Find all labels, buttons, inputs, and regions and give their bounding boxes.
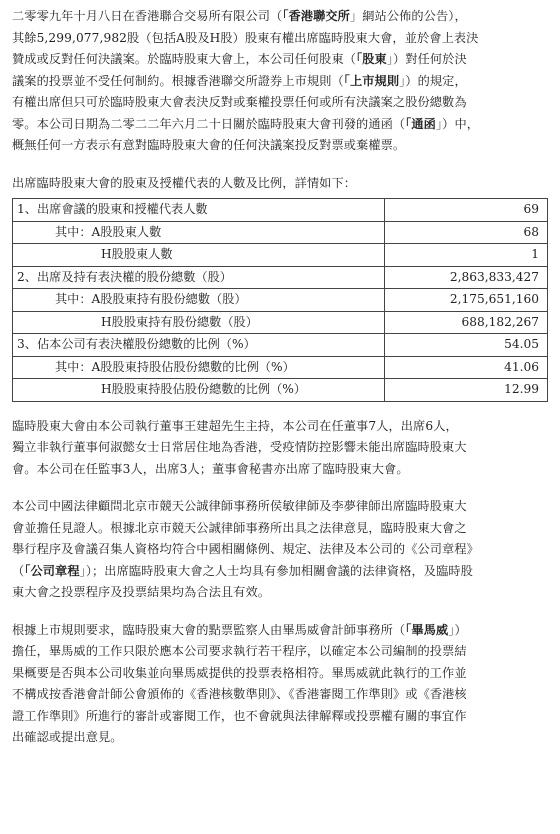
intro-paragraph xyxy=(12,6,550,157)
legal-line-5: 東大會之投票程序及投票結果均為合法且有效。 xyxy=(12,585,271,599)
term-hkex: 「香港聯交所 xyxy=(282,9,350,23)
row-label: 3、佔本公司有表決權股份總數的比例（%） xyxy=(13,334,385,357)
term-listing-rules: 「上市規則 xyxy=(343,73,400,88)
row-value: 69 xyxy=(385,199,548,222)
term-shareholder: 「股東 xyxy=(356,52,387,66)
chair-paragraph xyxy=(12,416,550,481)
intro-line-7: 概無任何一方表示有意對臨時股東大會的任何決議案投反對票或棄權票。 xyxy=(12,138,406,152)
audit-line-3: 果概要是否與本公司收集並向畢馬威提供的投票表格相符。畢馬威就此執行的工作並 xyxy=(12,665,467,680)
intro-line-3b: 」）對任何於決 xyxy=(386,52,467,66)
intro-line-1a: 二零零九年十月八日在香港聯合交易所有限公司（ xyxy=(12,9,283,23)
table-row xyxy=(13,311,548,334)
intro-line-2: 其餘5,299,077,982股（包括A股及H股）股東有權出席臨時股東大會，並於會上表決 xyxy=(12,30,479,45)
term-kpmg: 「畢馬威 xyxy=(405,622,449,637)
intro-line-4b: 」）的規定， xyxy=(399,73,467,88)
intro-line-4a: 議案的投票並不受任何制約。根據香港聯交所證券上市規則（ xyxy=(12,73,344,88)
row-value: 41.06 xyxy=(385,356,548,379)
audit-line-2: 擔任，畢馬威的工作只限於應本公司要求執行若干程序，以確定本公司編制的投票結 xyxy=(12,644,467,658)
row-label: 其中：A股股東持有股份總數（股） xyxy=(13,289,385,312)
row-value: 2,863,833,427 xyxy=(385,266,548,289)
row-label: 其中：A股股東持股佔股份總數的比例（%） xyxy=(13,356,385,379)
row-label: 2、出席及持有表決權的股份總數（股） xyxy=(13,266,385,289)
legal-line-3: 舉行程序及會議召集人資格均符合中國相關條例、規定、法律及本公司的《公司章程》 xyxy=(12,542,479,556)
legal-paragraph: 本公司中國法律顧問北京市競天公誠律師事務所侯敏律師及李夢律師出席臨時股東大 會並擔任見證人。根據北京市競天公誠律師事務所出具之法律意見，臨時股東大會之 舉行程序及會議召集人資格均符合中國相關條例、規定、法律及本公司的《公司章程》 （「公司章程」）；出席臨時股東大會之人士均具有參加相關會議的法律資格，及臨時股 東大會之投票程序及投票結果均為合法且有效。 xyxy=(12,496,550,604)
table-row xyxy=(13,199,548,222)
audit-paragraph xyxy=(12,620,550,749)
legal-line-2: 會並擔任見證人。根據北京市競天公誠律師事務所出具之法律意見，臨時股東大會之 xyxy=(12,520,467,535)
table-row xyxy=(13,221,548,244)
table-row xyxy=(13,379,548,402)
row-value: 54.05 xyxy=(385,334,548,357)
row-value: 688,182,267 xyxy=(385,311,548,334)
table-row xyxy=(13,334,548,357)
row-label: 其中：A股股東人數 xyxy=(13,221,385,244)
legal-line-1: 本公司中國法律顧問北京市競天公誠律師事務所侯敏律師及李夢律師出席臨時股東大 xyxy=(12,499,467,513)
table-row xyxy=(13,356,548,379)
row-label: 1、出席會議的股東和授權代表人數 xyxy=(13,199,385,222)
audit-line-1a: 根據上市規則要求，臨時股東大會的點票監察人由畢馬威會計師事務所（ xyxy=(12,622,406,637)
table-row xyxy=(13,266,548,289)
chair-line-1: 臨時股東大會由本公司執行董事王建超先生主持，本公司在任董事7人，出席6人， xyxy=(12,418,458,433)
audit-line-5: 證工作準則》所進行的審計或審閱工作，也不會就與法律解釋或投票權有關的事宜作 xyxy=(12,708,467,723)
intro-line-1b: 」網站公佈的公告）， xyxy=(349,9,467,23)
chair-line-2: 獨立非執行董事何淑懿女士日常居住地為香港，受疫情防控影響未能出席臨時股東大 xyxy=(12,440,467,454)
intro-line-3a: 贊成或反對任何決議案。於臨時股東大會上，本公司任何股東（ xyxy=(12,52,357,66)
intro-line-5: 有權出席但只可於臨時股東大會表決反對或棄權投票任何或所有決議案之股份總數為 xyxy=(12,95,467,109)
attendance-table xyxy=(12,198,548,402)
chair-line-3: 會。本公司在任監事3人，出席3人；董事會秘書亦出席了臨時股東大會。 xyxy=(12,461,409,476)
row-value: 12.99 xyxy=(385,379,548,402)
audit-line-1b: 」） xyxy=(448,622,467,637)
intro-line-6a: 零。本公司日期為二零二二年六月二十日關於臨時股東大會刊發的通函（ xyxy=(12,116,406,131)
row-label: H股股東持股佔股份總數的比例（%） xyxy=(13,379,385,402)
row-value: 68 xyxy=(385,221,548,244)
row-label: H股股東持有股份總數（股） xyxy=(13,311,385,334)
audit-line-4: 不構成按香港會計師公會頒佈的《香港核數準則》、《香港審閱工作準則》或《香港核 xyxy=(12,687,467,701)
row-value: 2,175,651,160 xyxy=(385,289,548,312)
row-label: H股股東人數 xyxy=(13,244,385,267)
row-value: 1 xyxy=(385,244,548,267)
term-articles: 「公司章程 xyxy=(24,563,80,578)
term-circular: 「通函 xyxy=(405,116,436,131)
table-row xyxy=(13,244,548,267)
table-row xyxy=(13,289,548,312)
intro-line-6b: 」）中， xyxy=(435,116,480,131)
audit-line-6: 出確認或提出意見。 xyxy=(12,730,123,744)
table-intro: 出席臨時股東大會的股東及授權代表的人數及比例，詳情如下： xyxy=(12,175,357,190)
legal-line-4: 」）；出席臨時股東大會之人士均具有參加相關會議的法律資格，及臨時股 xyxy=(79,563,473,578)
